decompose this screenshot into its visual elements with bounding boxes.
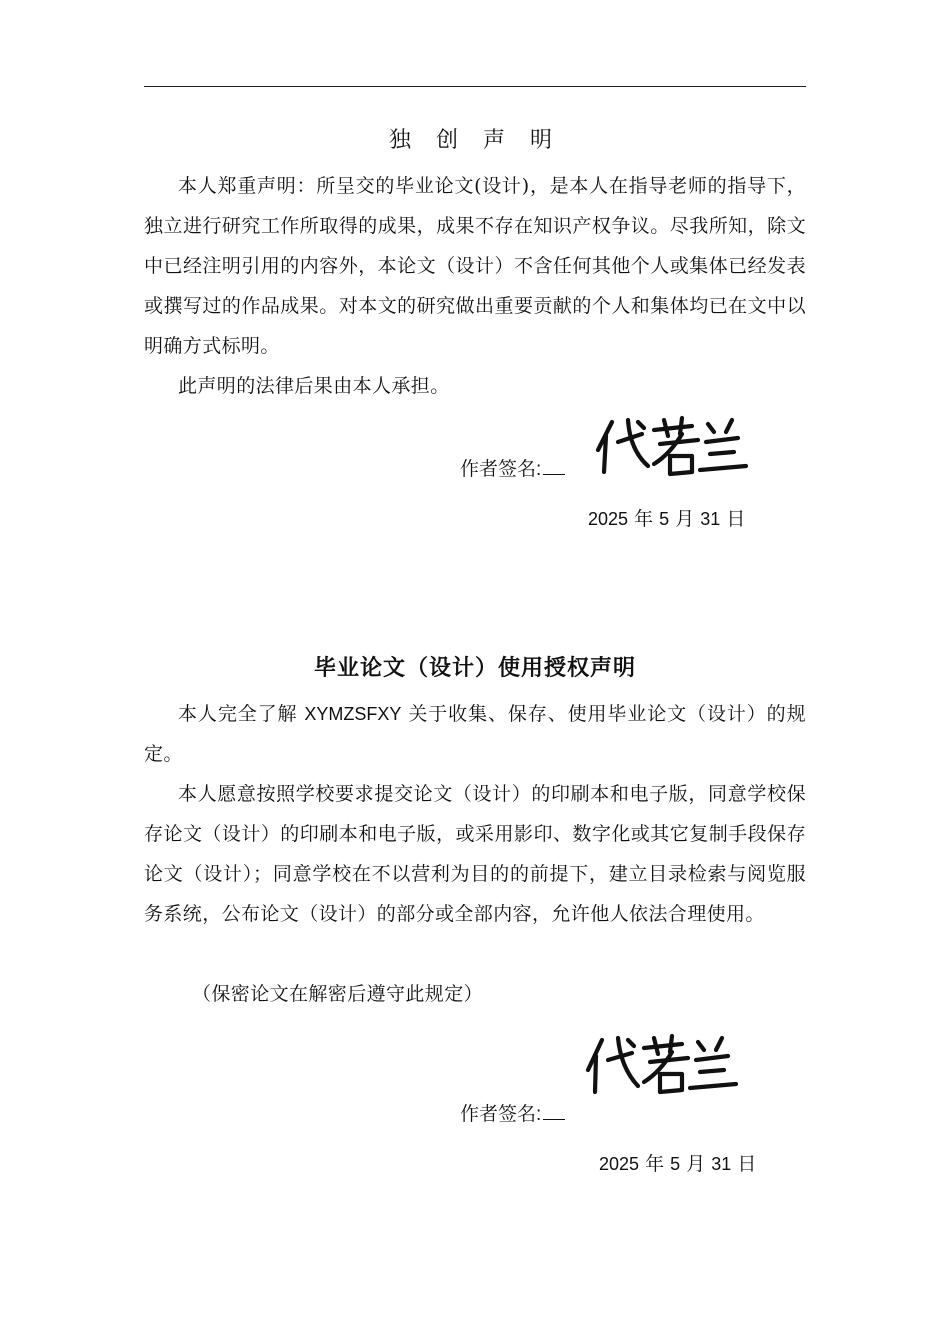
authorization-signature-label: 作者签名 xyxy=(460,1103,537,1125)
handwritten-signature-1 xyxy=(590,410,750,482)
authorization-paragraph-1-before: 本人完全了解 xyxy=(178,703,305,725)
authorization-signature-colon: : xyxy=(536,1104,542,1125)
originality-paragraph-2: 此声明的法律后果由本人承担。 xyxy=(178,375,450,397)
authorization-signature-blank xyxy=(543,1099,565,1120)
authorization-date xyxy=(599,1149,756,1179)
handwritten-signature-2 xyxy=(580,1028,740,1100)
header-rule xyxy=(144,86,806,87)
authorization-signature-line xyxy=(460,1099,565,1130)
authorization-date-day: 31 xyxy=(711,1154,732,1174)
authorization-paragraph-1 xyxy=(144,694,806,774)
originality-date-year: 2025 xyxy=(588,509,629,529)
originality-date-month: 5 xyxy=(659,509,670,529)
authorization-date-month-unit: 月 xyxy=(686,1153,706,1175)
originality-signature-line xyxy=(460,454,565,485)
originality-date-day-unit: 日 xyxy=(726,508,746,530)
originality-paragraph-1: 本人郑重声明：所呈交的毕业论文(设计)，是本人在指导老师的指导下，独立进行研究工作所取得的成果，成果不存在知识产权争议。尽我所知，除文中已经注明引用的内容外，本论文（设计）不含任何其他个人或集体已经发表或撰写过的作品成果。对本文的研究做出重要贡献的个人和集体均已在文中以明确方式标明。 xyxy=(144,175,806,357)
authorization-paragraph-1-after: 关于收集、保存、使用毕业论文（设计）的规定。 xyxy=(144,703,806,765)
originality-date-day: 31 xyxy=(700,509,721,529)
originality-date-year-unit: 年 xyxy=(634,508,654,530)
authorization-date-day-unit: 日 xyxy=(737,1153,757,1175)
institution-name: XYMZSFXY xyxy=(304,704,402,724)
originality-date-month-unit: 月 xyxy=(675,508,695,530)
originality-signature-blank xyxy=(543,454,565,475)
authorization-title: 毕业论文（设计）使用授权声明 xyxy=(313,656,636,681)
authorization-paragraph-3: （保密论文在解密后遵守此规定） xyxy=(192,983,484,1005)
originality-title: 独 创 声 明 xyxy=(389,128,561,153)
originality-date xyxy=(588,504,745,534)
authorization-date-month: 5 xyxy=(670,1154,681,1174)
originality-signature-colon: : xyxy=(536,459,542,480)
authorization-paragraph-2: 本人愿意按照学校要求提交论文（设计）的印刷本和电子版，同意学校保存论文（设计）的印刷本和电子版，或采用影印、数字化或其它复制手段保存论文（设计）；同意学校在不以营利为目的的前提下，建立目录检索与阅览服务系统，公布论文（设计）的部分或全部内容，允许他人依法合理使用。 xyxy=(144,783,806,925)
authorization-date-year: 2025 xyxy=(599,1154,640,1174)
authorization-date-year-unit: 年 xyxy=(645,1153,665,1175)
originality-signature-label: 作者签名 xyxy=(460,458,537,480)
